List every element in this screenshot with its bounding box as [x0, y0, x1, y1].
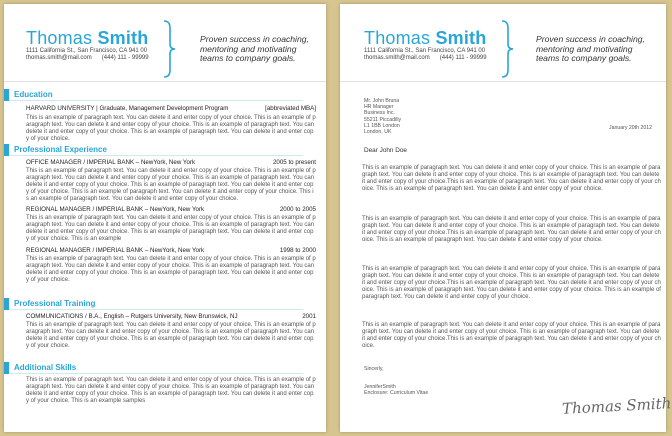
job-entry: REGIONAL MANAGER / IMPERIAL BANK – NewYork, New York 2000 to 2005: [26, 206, 316, 213]
closing: Sincerly,: [364, 366, 384, 372]
letter-paragraph: This is an example of paragraph text. You can delete it and enter copy of your choice. This is an example of paragraph text. You can delete it and enter copy of your choice. This is an example of paragraph text. You can delete it and enter copy of your choice.This is an example of paragraph text. You can delete it and enter copy of your choice.: [362, 322, 661, 349]
skills-text: This is an example of paragraph text. You can delete it and enter copy of your choice. This is an example of paragraph text. You can delete it and enter copy of your choice. This is an example of paragraph text. You can delete it and enter copy of your choice. This is an example of paragraph text. You can delete it and enter copy of your choice. This is an example samples: [26, 377, 316, 404]
phone: (444) 111 - 99999: [101, 55, 149, 61]
email: thomas.smith@mail.com: [26, 55, 92, 61]
job-description: This is an example of paragraph text. You can delete it and enter copy of your choice. This is an example of paragraph text. You can delete it and enter copy of your choice. This is an example of paragraph text. You can delete it and enter copy of your choice. This is an example of paragraph text. You can delete it and enter copy of your choice. This is an example of paragraph text. You can delete it and enter copy of your choice. This is an example of paragraph text. You can delete it and enter copy of your choice.: [26, 168, 316, 202]
section-title: Education: [14, 90, 53, 99]
section-title: Additional Skills: [14, 363, 77, 372]
brace-icon: [500, 20, 514, 78]
enclosure: Enclosure: Curriculum Vitae: [364, 390, 429, 397]
training-text: This is an example of paragraph text. You can delete it and enter copy of your choice. This is an example of paragraph text. You can delete it and enter copy of your choice. This is an example of paragraph text. You can delete it and enter copy of your choice. This is an example of paragraph text. You can delete it and enter copy of your choice.: [26, 322, 316, 349]
header-divider: [4, 81, 326, 82]
education-entry: HARVARD UNIVERSITY | Graduate, Management Development Program [abbreviated MBA]: [26, 105, 316, 112]
signer-name: JenniferSmith: [364, 384, 396, 390]
letter-contact-block: 1111 California St., San Francisco, CA 941 00 thomas.smith@mail.com (444) 111 - 99999: [364, 48, 487, 61]
section-training: [4, 298, 304, 310]
salutation: Dear John Doe: [364, 147, 407, 154]
section-experience: [4, 144, 304, 156]
education-text: This is an example of paragraph text. You can delete it and enter copy of your choice. This is an example of paragraph text. You can delete it and enter copy of your choice. This is an example of paragraph text. You can delete it and enter copy of your choice. This is an example of paragraph text. You can delete it and enter copy of your choice.: [26, 115, 316, 142]
resume-page: [4, 4, 326, 432]
header-divider: [340, 81, 666, 82]
resume-name: [26, 28, 148, 49]
training-entry: COMMUNICATIONS / B.A., English – Rutgers University, New Brunswick, NJ 2001: [26, 313, 316, 320]
address: 1111 California St., San Francisco, CA 941 00: [26, 48, 148, 54]
job-description: This is an example of paragraph text. You can delete it and enter copy of your choice. This is an example of paragraph text. You can delete it and enter copy of your choice. This is an example of paragraph text. You can delete it and enter copy of your choice. This is an example of paragraph text. You can delete it and enter copy of your choice. This is an example: [26, 215, 316, 242]
tagline: Proven success in coaching, mentoring and motivating teams to company goals.: [200, 34, 309, 63]
recipient-address: Mr. John Bruna HR Manager Business Inc. 55211 Piccadilly L1 1BB London London, UK: [364, 98, 402, 136]
section-skills: [4, 362, 304, 374]
signature: Thomas Smith: [561, 394, 672, 418]
letter-paragraph: This is an example of paragraph text. You can delete it and enter copy of your choice. This is an example of paragraph text. You can delete it and enter copy of your choice. This is an example of paragraph text. You can delete it and enter copy of your choice.This is an example of paragraph text. You can delete it and enter copy of your choice. This is an example of paragraph text. You can delete it and enter copy of your choice.: [362, 216, 661, 243]
signer-block: [364, 384, 428, 396]
section-title: Professional Experience: [14, 145, 107, 154]
section-title: Professional Training: [14, 299, 96, 308]
first-name: Thomas: [26, 28, 93, 48]
letter-paragraph: This is an example of paragraph text. You can delete it and enter copy of your choice. This is an example of paragraph text. You can delete it and enter copy of your choice. This is an example of paragraph text. You can delete it and enter copy of your choice.This is an example of paragraph text. You can delete it and enter copy of your choice. This is an example of paragraph text. You can delete it and enter copy of your choice. This is an example of paragraph text. You can delete it and enter copy of your choice.: [362, 266, 661, 300]
job-description: This is an example of paragraph text. You can delete it and enter copy of your choice. This is an example of paragraph text. You can delete it and enter copy of your choice. This is an example of paragraph text. You can delete it and enter copy of your choice. This is an example of paragraph text. You can delete it and enter copy of your choice.: [26, 256, 316, 283]
job-entry: OFFICE MANAGER / IMPERIAL BANK – NewYork, New York 2005 to present: [26, 159, 316, 166]
letter-date: January 20th 2012: [609, 125, 652, 131]
contact-block: [26, 48, 149, 62]
brace-icon: [162, 20, 176, 78]
cover-letter-page: [340, 4, 672, 432]
letter-name: Thomas Smith: [364, 28, 487, 48]
last-name: Smith: [97, 28, 149, 48]
job-entry: REGIONAL MANAGER / IMPERIAL BANK – NewYork, New York 1998 to 2000: [26, 247, 316, 254]
section-education: [4, 89, 304, 101]
letter-paragraph: This is an example of paragraph text. You can delete it and enter copy of your choice. This is an example of paragraph text. You can delete it and enter copy of your choice. This is an example of paragraph text. You can delete it and enter copy of your choice.This is an example of paragraph text. You can delete it and enter copy of your choice. This is an example of paragraph text. You can delete it and enter copy of your choice.: [362, 165, 661, 192]
letter-tagline: Proven success in coaching, mentoring and motivating teams to company goals.: [536, 34, 645, 63]
